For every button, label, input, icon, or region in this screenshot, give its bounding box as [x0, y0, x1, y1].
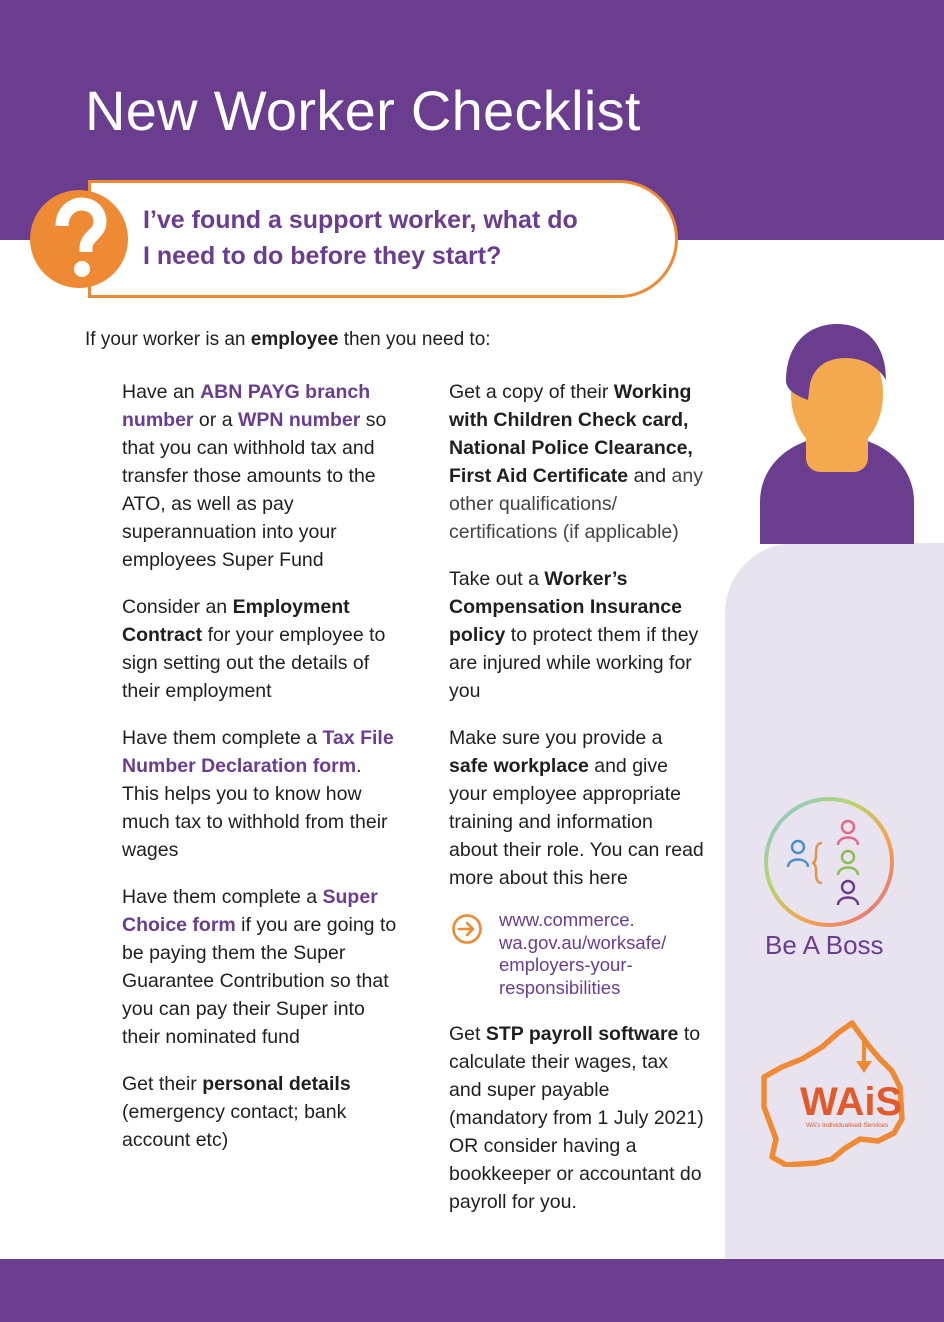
arrow-right-circle-icon [451, 913, 483, 953]
wais-wordmark: WAiS [800, 1080, 903, 1124]
checklist-item-insurance: Take out a Worker’s Compensation Insurance policy to protect them if they are injured while working for you [449, 568, 699, 702]
wa-map-logo-icon [760, 1015, 908, 1167]
link-line-4[interactable]: responsibilities [499, 976, 621, 998]
wais-tagline: WA’s Individualised Services [806, 1122, 889, 1129]
checklist-item-tfn: Have them complete a Tax File Number Declaration form. This helps you to know how much tax to withhold from their wages [122, 727, 394, 861]
question-line-2: I need to do before they start? [143, 242, 502, 270]
left-column [122, 378, 397, 1173]
checklist-item-checks: Get a copy of their Working with Children Check card, National Police Clearance, First Aid Certificate and any other qualifications/ certifications (if applicable) [449, 381, 703, 543]
link-line-3[interactable]: employers-your- [499, 954, 633, 975]
person-icon [758, 322, 916, 544]
page-title: New Worker Checklist [85, 79, 641, 142]
be-a-boss-label: Be A Boss [765, 930, 884, 960]
footer-band [0, 1259, 944, 1322]
link-line-1[interactable]: www.commerce. [499, 909, 635, 930]
intro-bold: employee [250, 329, 339, 350]
checklist-item-abn: Have an ABN PAYG branch number or a WPN number so that you can withhold tax and transfer those amounts to the ATO, as well as pay superannuation into your employees Super Fund [122, 381, 387, 571]
checklist-item-payroll: Get STP payroll software to calculate their wages, tax and super payable (mandatory from 1 July 2021) OR consider having a bookkeeper or accountant do payroll for you. [449, 1023, 704, 1213]
checklist-item-contract: Consider an Employment Contract for your employee to sign setting out the details of their employment [122, 596, 386, 702]
right-column [449, 378, 704, 1235]
checklist-item-workplace: Make sure you provide a safe workplace and give your employee appropriate training and information about their role. You can read more about this here [449, 727, 704, 889]
question-callout [88, 180, 678, 298]
question-line-1: I’ve found a support worker, what do [143, 206, 578, 234]
be-a-boss-logo-icon [762, 795, 896, 929]
question-mark-icon [30, 190, 128, 288]
checklist-item-personal: Get their personal details (emergency contact; bank account etc) [122, 1073, 351, 1151]
checklist-item-super: Have them complete a Super Choice form if you are going to be paying them the Super Guarantee Contribution so that you can pay their Super into their nominated fund [122, 886, 397, 1048]
question-text [143, 202, 578, 274]
worksafe-link[interactable] [449, 909, 704, 999]
intro-text: If your worker is an employee then you need to: [85, 329, 491, 350]
link-line-2[interactable]: wa.gov.au/worksafe/ [499, 931, 667, 953]
